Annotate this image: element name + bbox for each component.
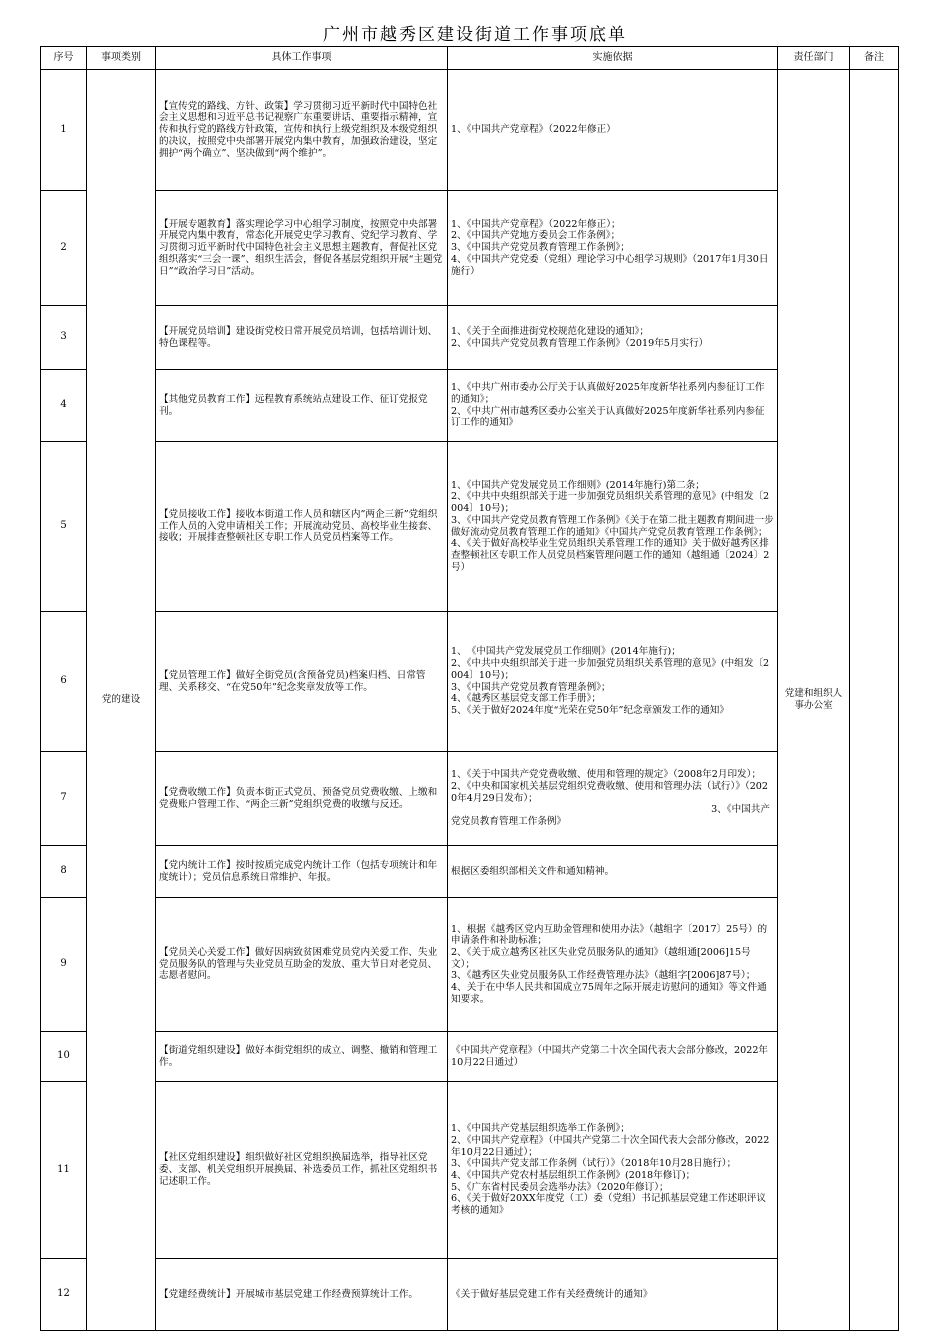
row-item: 【党费收缴工作】负责本街正式党员、预备党员党费收缴、上缴和党费账户管理工作、“两企三新”党组织党费的收缴与反还。 [156,752,448,846]
note-cell [850,70,899,1331]
work-items-table [40,46,899,1331]
header-item: 具体工作事项 [156,47,448,70]
header-seq: 序号 [41,47,87,70]
row-item: 【街道党组织建设】做好本街党组织的成立、调整、撤销和管理工作。 [156,1032,448,1082]
table-row [41,1032,899,1082]
row-basis: 1、《中共广州市委办公厅关于认真做好2025年度新华社系列内参征订工作的通知》； 2、《中共广州市越秀区委办公室关于认真做好2025年度新华社系列内参征订工作的通知》 [448,370,778,442]
row-seq: 5 [41,442,87,612]
row-basis: 根据区委组织部相关文件和通知精神。 [448,846,778,898]
row-seq: 2 [41,191,87,306]
table-row [41,752,899,846]
table-row [41,846,899,898]
department-cell: 党建和组织人事办公室 [778,70,850,1331]
header-note: 备注 [850,47,899,70]
table-row [41,191,899,306]
row-basis: 1、《中国共产党基层组织选举工作条例》； 2、《中国共产党章程》（中国共产党第二十次全国代表大会部分修改，2022年10月22日通过）； 3、《中国共产党支部工作条例（试行）》（2018年10月28日施行）； 4、《中国共产党农村基层组织工作条例》(2018年修订)； 5、《广东省村民委员会选举办法》（2020年修订）； 6、《关于做好20XX年度党（工）委（党组）书记抓基层党建工作述职评议考核的通知》 [448,1082,778,1259]
table-row [41,70,899,191]
row-seq: 12 [41,1259,87,1331]
row-basis: 1、《中国共产党发展党员工作细则》(2014年施行)第二条； 2、《中共中央组织部关于进一步加强党员组织关系管理的意见》(中组发〔2004〕10号)； 3、《中国共产党党员教育管理工作条例》《关于在第二批主题教育期间进一步做好流动党员教育管理工作的通知》《中国共产党党员教育管理工作条例》； 4、《关于做好高校毕业生党员组织关系管理工作的通知》关于做好越秀区排查整顿社区专职工作人员党员档案管理问题工作的通知（越组通〔2024〕2号） [448,442,778,612]
row-item: 【开展专题教育】落实理论学习中心组学习制度，按照党中央部署开展党内集中教育，常态化开展党史学习教育、党纪学习教育、学习贯彻习近平新时代中国特色社会主义思想主题教育，督促社区党组织落实“三会一课”、组织生活会，督促各基层党组织开展“主题党日”“政治学习日”活动。 [156,191,448,306]
table-row [41,1259,899,1331]
row-basis-extra: 3、《中国共产 [711,804,770,816]
row-item: 【宣传党的路线、方针、政策】学习贯彻习近平新时代中国特色社会主义思想和习近平总书记视察广东重要讲话、重要指示精神，宣传和执行党的路线方针政策，宣传和执行上级党组织及本级党组织的决议，按照党中央部署开展党内集中教育，加强政治建设，坚定拥护“两个确立”、坚决做到“两个维护”。 [156,70,448,191]
row-basis-tail: 党党员教育管理工作条例》 [451,816,567,828]
table-row [41,1082,899,1259]
header-dept: 责任部门 [778,47,850,70]
row-basis: 1、《关于中国共产党党费收缴、使用和管理的规定》（2008年2月印发）； 2、《中央和国家机关基层党组织党费收缴、使用和管理办法（试行）》（2020年4月29日发布）； [451,769,769,804]
row-basis: 《关于做好基层党建工作有关经费统计的通知》 [448,1259,778,1331]
table-row [41,898,899,1032]
header-basis: 实施依据 [448,47,778,70]
row-seq: 7 [41,752,87,846]
table-row [41,370,899,442]
row-item: 【开展党员培训】建设街党校日常开展党员培训，包括培训计划、特色课程等。 [156,306,448,370]
row-basis: 《中国共产党章程》（中国共产党第二十次全国代表大会部分修改，2022年10月22日通过） [448,1032,778,1082]
row-seq: 9 [41,898,87,1032]
page-title: 广州市越秀区建设街道工作事项底单 [323,25,627,45]
table-row [41,442,899,612]
row-basis: 1、《关于全面推进街党校规范化建设的通知》； 2、《中国共产党党员教育管理工作条例》（2019年5月实行） [448,306,778,370]
table-header-row [41,47,899,70]
category-cell: 党的建设 [87,70,156,1331]
row-seq: 10 [41,1032,87,1082]
table-row [41,306,899,370]
row-seq: 1 [41,70,87,191]
table-row [41,612,899,752]
row-seq: 6 [41,612,87,752]
row-basis: 1、根据《越秀区党内互助金管理和使用办法》（越组字〔2017〕25号）的申请条件和补助标准； 2、《关于成立越秀区社区失业党员服务队的通知》（越组通[2006]15号文）； 3、《越秀区失业党员服务队工作经费管理办法》（越组字[2006]87号）； 4、关于在中华人民共和国成立75周年之际开展走访慰问的通知》等文件通知要求。 [448,898,778,1032]
row-item: 【其他党员教育工作】远程教育系统站点建设工作、征订党报党刊。 [156,370,448,442]
row-seq: 8 [41,846,87,898]
row-item: 【党内统计工作】按时按质完成党内统计工作（包括专项统计和年度统计）；党员信息系统日常维护、年报。 [156,846,448,898]
row-seq: 11 [41,1082,87,1259]
row-basis: 1、《中国共产党章程》（2022年修正） [448,70,778,191]
row-item: 【党员接收工作】接收本街道工作人员和辖区内”两企三新”党组织工作人员的入党申请相关工作；开展流动党员、高校毕业生接套、接收；开展排查整顿社区专职工作人员党员档案等工作。 [156,442,448,612]
row-item: 【社区党组织建设】组织做好社区党组织换届选举，指导社区党委、支部、机关党组织开展换届、补选委员工作，抓社区党组织书记述职工作。 [156,1082,448,1259]
row-item: 【党员关心关爱工作】做好因病致贫困难党员党内关爱工作、失业党员服务队的管理与失业党员互助金的发放、重大节日对老党员、志愿者慰问。 [156,898,448,1032]
row-seq: 3 [41,306,87,370]
row-item: 【党建经费统计】开展城市基层党建工作经费预算统计工作。 [156,1259,448,1331]
row-basis: 1、《中国共产党章程》（2022年修正）； 2、《中国共产党地方委员会工作条例》； 3、《中国共产党党员教育管理工作条例》； 4、《中国共产党党委（党组）理论学习中心组学习规则》（2017年1月30日施行） [448,191,778,306]
row-basis-cell [448,752,778,846]
row-item: 【党员管理工作】做好全街党员(含预备党员)档案归档、日常管理、关系移交、“在党50年”纪念奖章发放等工作。 [156,612,448,752]
header-category: 事项类别 [87,47,156,70]
row-seq: 4 [41,370,87,442]
row-basis: 1、 《中国共产党发展党员工作细则》(2014年施行)； 2、《中共中央组织部关于进一步加强党员组织关系管理的意见》(中组发〔2004〕10号)； 3、《中国共产党党员教育管理条例》； 4、《越秀区基层党支部工作手册》； 5、《关于做好2024年度“光荣在党50年”纪念章颁发工作的通知》 [448,612,778,752]
